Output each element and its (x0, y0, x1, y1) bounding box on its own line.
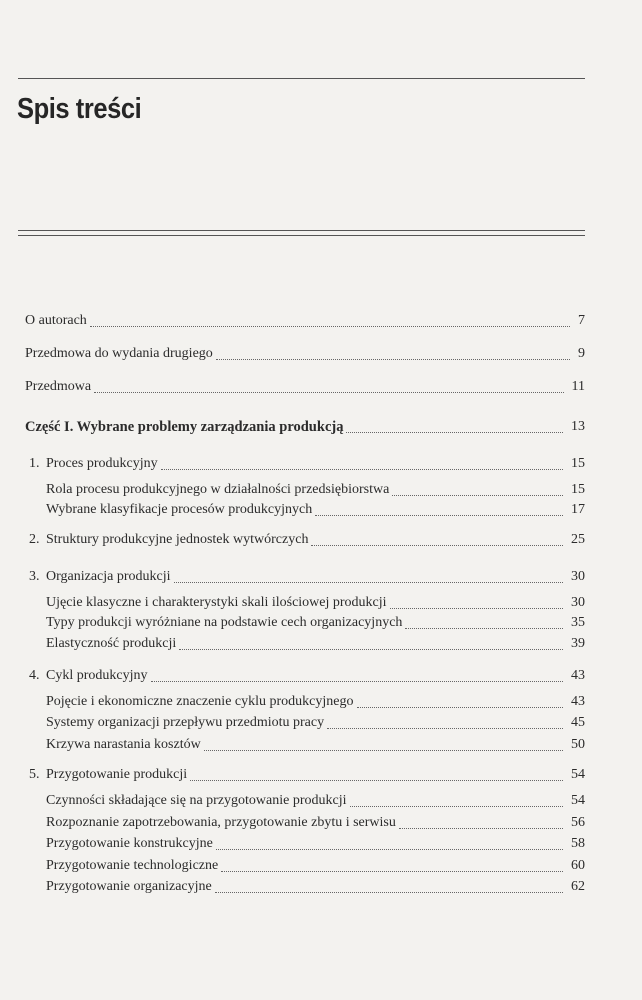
toc-leader-dots (327, 708, 563, 729)
toc-entry-label: Pojęcie i ekonomiczne znaczenie cyklu produkcyjnego (46, 694, 354, 709)
toc-entry[interactable] (0, 877, 642, 897)
toc-entry-page-number: 30 (571, 595, 585, 610)
toc-entry-page-number: 15 (571, 456, 585, 471)
toc-entry-label: Typy produkcji wyróżniane na podstawie cech organizacyjnych (46, 615, 403, 630)
toc-entry-label: Przygotowanie organizacyjne (46, 879, 212, 894)
toc-entry-page-number: 30 (571, 569, 585, 584)
toc-entry-page-number: 56 (571, 815, 585, 830)
toc-entry-label: Czynności składające się na przygotowanie produkcji (46, 793, 347, 808)
toc-entry-page-number: 11 (571, 379, 585, 394)
toc-leader-dots (346, 412, 563, 433)
toc-entry-label: Część I. Wybrane problemy zarządzania produkcją (25, 419, 344, 435)
toc-entry-label: Przygotowanie technologiczne (46, 858, 219, 873)
toc-leader-dots (405, 608, 563, 629)
toc-entry-label: Wybrane klasyfikacje procesów produkcyjnych (46, 502, 313, 517)
toc-entry-label: Przygotowanie produkcji (46, 767, 188, 782)
toc-entry[interactable] (0, 765, 642, 785)
toc-entry-number: 1. (29, 456, 40, 471)
toc-entry-label: O autorach (25, 313, 87, 328)
toc-leader-dots (179, 629, 563, 650)
toc-entry-number: 5. (29, 767, 40, 782)
toc-entry-label: Krzywa narastania kosztów (46, 737, 201, 752)
toc-leader-dots (350, 786, 563, 807)
toc-leader-dots (215, 872, 563, 893)
toc-entry[interactable] (0, 735, 642, 755)
toc-entry-page-number: 43 (571, 668, 585, 683)
toc-entry-label: Struktury produkcyjne jednostek wytwórczych (46, 532, 309, 547)
toc-leader-dots (204, 730, 563, 751)
toc-leader-dots (315, 495, 563, 516)
toc-entry[interactable] (0, 634, 642, 654)
toc-entry[interactable] (0, 530, 642, 550)
toc-entry-number: 2. (29, 532, 40, 547)
toc-entry-page-number: 43 (571, 694, 585, 709)
toc-leader-dots (221, 851, 563, 872)
toc-entry[interactable] (0, 377, 642, 397)
toc-entry-page-number: 25 (571, 532, 585, 547)
toc-entry[interactable] (0, 311, 642, 331)
toc-entry-label: Przedmowa (25, 379, 92, 394)
toc-entry-page-number: 39 (571, 636, 585, 651)
toc-entry-label: Cykl produkcyjny (46, 668, 148, 683)
toc-leader-dots (216, 339, 570, 360)
toc-entry-page-number: 15 (571, 482, 585, 497)
toc-entry[interactable] (0, 417, 642, 437)
toc-entry-label: Organizacja produkcji (46, 569, 171, 584)
toc-entry-label: Przygotowanie konstrukcyjne (46, 836, 213, 851)
toc-entry-page-number: 54 (571, 767, 585, 782)
toc-entry-page-number: 62 (571, 879, 585, 894)
toc-entry-page-number: 13 (571, 419, 585, 434)
toc-entry-page-number: 50 (571, 737, 585, 752)
toc-entry-label: Rozpoznanie zapotrzebowania, przygotowanie zbytu i serwisu (46, 815, 396, 830)
toc-leader-dots (161, 449, 563, 470)
page-title: Spis treści (17, 93, 142, 125)
toc-entry-page-number: 58 (571, 836, 585, 851)
toc-entry-label: Proces produkcyjny (46, 456, 158, 471)
toc-leader-dots (94, 372, 564, 393)
toc-entry-page-number: 7 (578, 313, 585, 328)
toc-leader-dots (357, 687, 563, 708)
toc-entry[interactable] (0, 454, 642, 474)
toc-entry-page-number: 9 (578, 346, 585, 361)
top-rule (18, 78, 585, 79)
toc-entry-label: Rola procesu produkcyjnego w działalności przedsiębiorstwa (46, 482, 390, 497)
toc-entry[interactable] (0, 666, 642, 686)
toc-entry-label: Ujęcie klasyczne i charakterystyki skali ilościowej produkcji (46, 595, 387, 610)
double-rule (18, 230, 585, 236)
toc-entry[interactable] (0, 567, 642, 587)
toc-entry-label: Elastyczność produkcji (46, 636, 177, 651)
toc-entry[interactable] (0, 500, 642, 520)
toc-leader-dots (190, 760, 563, 781)
toc-entry-number: 3. (29, 569, 40, 584)
toc-leader-dots (390, 588, 563, 609)
toc-leader-dots (392, 475, 563, 496)
toc-leader-dots (216, 829, 563, 850)
toc-leader-dots (311, 525, 563, 546)
toc-leader-dots (174, 562, 563, 583)
toc-entry-number: 4. (29, 668, 40, 683)
toc-leader-dots (90, 306, 570, 327)
toc-entry-label: Przedmowa do wydania drugiego (25, 346, 213, 361)
toc-entry-page-number: 45 (571, 715, 585, 730)
toc-entry-page-number: 54 (571, 793, 585, 808)
toc-entry-page-number: 17 (571, 502, 585, 517)
toc-leader-dots (151, 661, 563, 682)
toc-entry[interactable] (0, 344, 642, 364)
toc-leader-dots (399, 808, 563, 829)
toc-entry-page-number: 60 (571, 858, 585, 873)
toc-entry-label: Systemy organizacji przepływu przedmiotu pracy (46, 715, 325, 730)
toc-entry-page-number: 35 (571, 615, 585, 630)
